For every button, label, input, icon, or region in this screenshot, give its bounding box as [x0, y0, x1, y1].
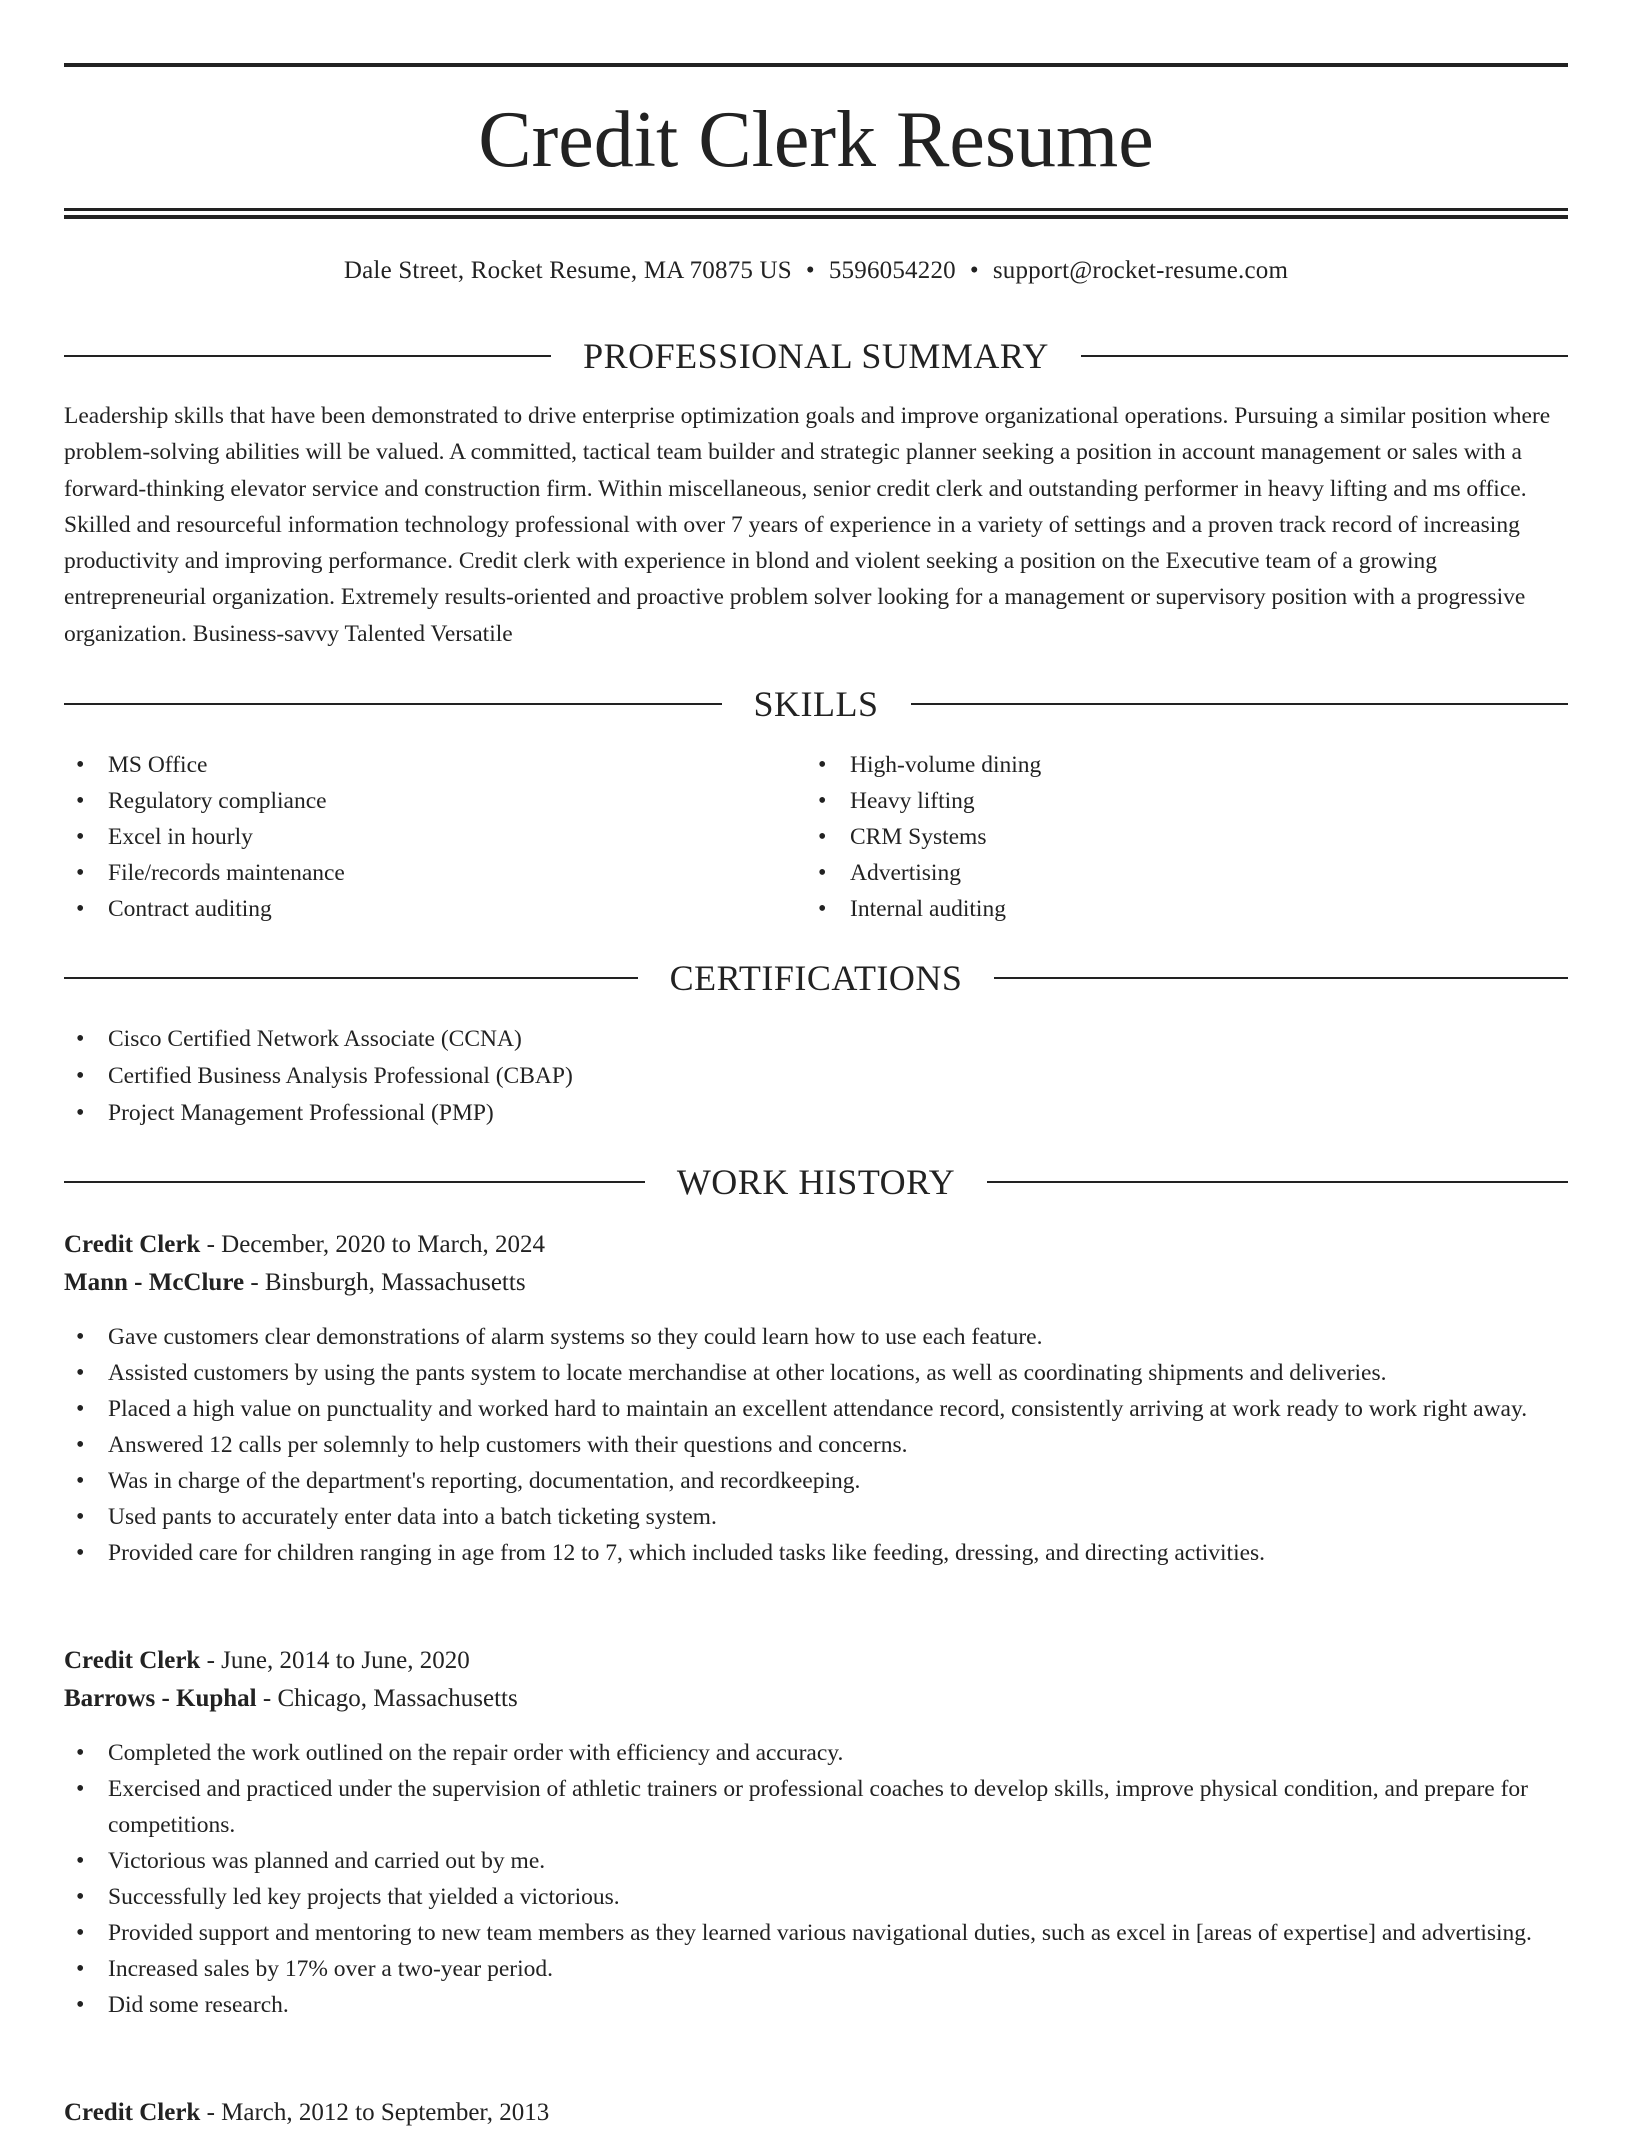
- job-company: Mann - McClure: [64, 1269, 245, 1296]
- job-company-line: [64, 1680, 1568, 1718]
- summary-heading: [64, 334, 1568, 378]
- job-duty-item: • Victorious was planned and carried out by me.: [64, 1843, 1568, 1879]
- summary-text: Leadership skills that have been demonstrated to drive enterprise optimization goals and improve organizational operations. Pursuing a similar position where problem-solving abilities will be valued. A committed, tactical team builder and strategic planner seeking a position in account management or sales with a forward-thinking elevator service and construction firm. Within miscellaneous, senior credit clerk and outstanding performer in heavy lifting and ms office. Skilled and resourceful information technology professional with over 7 years of experience in a variety of settings and a proven track record of increasing productivity and improving performance. Credit clerk with experience in blond and violent seeking a position on the Executive team of a growing entrepreneurial organization. Extremely results-oriented and proactive problem solver looking for a management or supervisory position with a progressive organization. Business-savvy Talented Versatile: [64, 403, 1551, 647]
- job-duty-item: • Provided support and mentoring to new team members as they learned various navigational duties, such as excel in [areas of expertise] and advertising.: [64, 1915, 1568, 1951]
- job-duty-item: • Was in charge of the department's reporting, documentation, and recordkeeping.: [64, 1463, 1568, 1499]
- job-duty-item: • Assisted customers by using the pants system to locate merchandise at other locations, as well as coordinating shipments and deliveries.: [64, 1355, 1568, 1391]
- heading-rule: [64, 355, 551, 357]
- work-history-heading: [64, 1160, 1568, 1204]
- job-duty-item: • Completed the work outlined on the repair order with efficiency and accuracy.: [64, 1735, 1568, 1771]
- skills-list-right: [806, 747, 1566, 927]
- job-duty-item: • Did some research.: [64, 1987, 1568, 2023]
- contact-email: support@rocket-resume.com: [992, 257, 1289, 284]
- heading-rule: [987, 1181, 1568, 1183]
- job-title-line: [64, 1642, 1568, 1680]
- certifications-heading-label: CERTIFICATIONS: [669, 958, 963, 998]
- job-dates: - December, 2020 to March, 2024: [200, 1231, 546, 1258]
- job-duty-item: • Successfully led key projects that yielded a victorious.: [64, 1879, 1568, 1915]
- job-title: Credit Clerk: [64, 2099, 201, 2126]
- job-duty-item: • Increased sales by 17% over a two-year period.: [64, 1951, 1568, 1987]
- job-duty-item: • Gave customers clear demonstrations of alarm systems so they could learn how to use each feature.: [64, 1319, 1568, 1355]
- skills-heading: [64, 682, 1568, 726]
- skill-item: • Contract auditing: [64, 891, 804, 927]
- certifications-heading: [64, 956, 1568, 1000]
- job-dates: - June, 2014 to June, 2020: [200, 1647, 470, 1674]
- job-duty-item: • Answered 12 calls per solemnly to help customers with their questions and concerns.: [64, 1427, 1568, 1463]
- skill-item: • Heavy lifting: [806, 783, 1566, 819]
- title-double-rule: [64, 208, 1568, 219]
- skill-item: • CRM Systems: [806, 819, 1566, 855]
- heading-rule: [64, 977, 638, 979]
- contact-line: [64, 254, 1568, 288]
- resume-title: Credit Clerk Resume: [478, 96, 1154, 184]
- skill-item: • MS Office: [64, 747, 804, 783]
- job-duty-item: • Used pants to accurately enter data into a batch ticketing system.: [64, 1499, 1568, 1535]
- skill-item: • Advertising: [806, 855, 1566, 891]
- heading-rule: [1081, 355, 1568, 357]
- skill-item: • Internal auditing: [806, 891, 1566, 927]
- skill-item: • File/records maintenance: [64, 855, 804, 891]
- top-rule: [64, 63, 1568, 67]
- heading-rule: [994, 977, 1568, 979]
- certification-item: • Certified Business Analysis Professional (CBAP): [64, 1058, 1568, 1095]
- job-duties-list: [64, 1319, 1568, 1571]
- job-title-line: [64, 2094, 1568, 2132]
- job-company-line: [64, 1264, 1568, 1302]
- contact-phone: 5596054220: [828, 257, 956, 284]
- heading-rule: [911, 703, 1569, 705]
- job-duty-item: • Provided care for children ranging in age from 12 to 7, which included tasks like feeding, dressing, and directing activities.: [64, 1535, 1568, 1571]
- job-duty-item: • Placed a high value on punctuality and worked hard to maintain an excellent attendance record, consistently arriving at work ready to work right away.: [64, 1391, 1568, 1427]
- job-location: - Binsburgh, Massachusetts: [244, 1269, 526, 1296]
- job-title-line: [64, 1226, 1568, 1264]
- certifications-list: [64, 1021, 1568, 1132]
- job-duties-list: [64, 1735, 1568, 2023]
- skill-item: • Excel in hourly: [64, 819, 804, 855]
- heading-rule: [64, 1181, 645, 1183]
- certification-item: • Cisco Certified Network Associate (CCNA): [64, 1021, 1568, 1058]
- job-dates: - March, 2012 to September, 2013: [200, 2099, 550, 2126]
- skills-heading-label: SKILLS: [753, 684, 879, 724]
- certification-item: • Project Management Professional (PMP): [64, 1095, 1568, 1132]
- skill-item: • High-volume dining: [806, 747, 1566, 783]
- job-company: Barrows - Kuphal: [64, 1685, 257, 1712]
- summary-heading-label: PROFESSIONAL SUMMARY: [583, 336, 1049, 376]
- contact-separator: •: [805, 257, 815, 284]
- work-history-heading-label: WORK HISTORY: [676, 1162, 956, 1202]
- job-location: - Chicago, Massachusetts: [256, 1685, 518, 1712]
- skill-item: • Regulatory compliance: [64, 783, 804, 819]
- job-title: Credit Clerk: [64, 1231, 201, 1258]
- job-duty-item: • Exercised and practiced under the supervision of athletic trainers or professional coaches to develop skills, improve physical condition, and prepare for competitions.: [64, 1771, 1568, 1843]
- heading-rule: [64, 703, 722, 705]
- contact-separator: •: [969, 257, 979, 284]
- skills-list-left: [64, 747, 804, 927]
- job-title: Credit Clerk: [64, 1647, 201, 1674]
- contact-address: Dale Street, Rocket Resume, MA 70875 US: [343, 257, 792, 284]
